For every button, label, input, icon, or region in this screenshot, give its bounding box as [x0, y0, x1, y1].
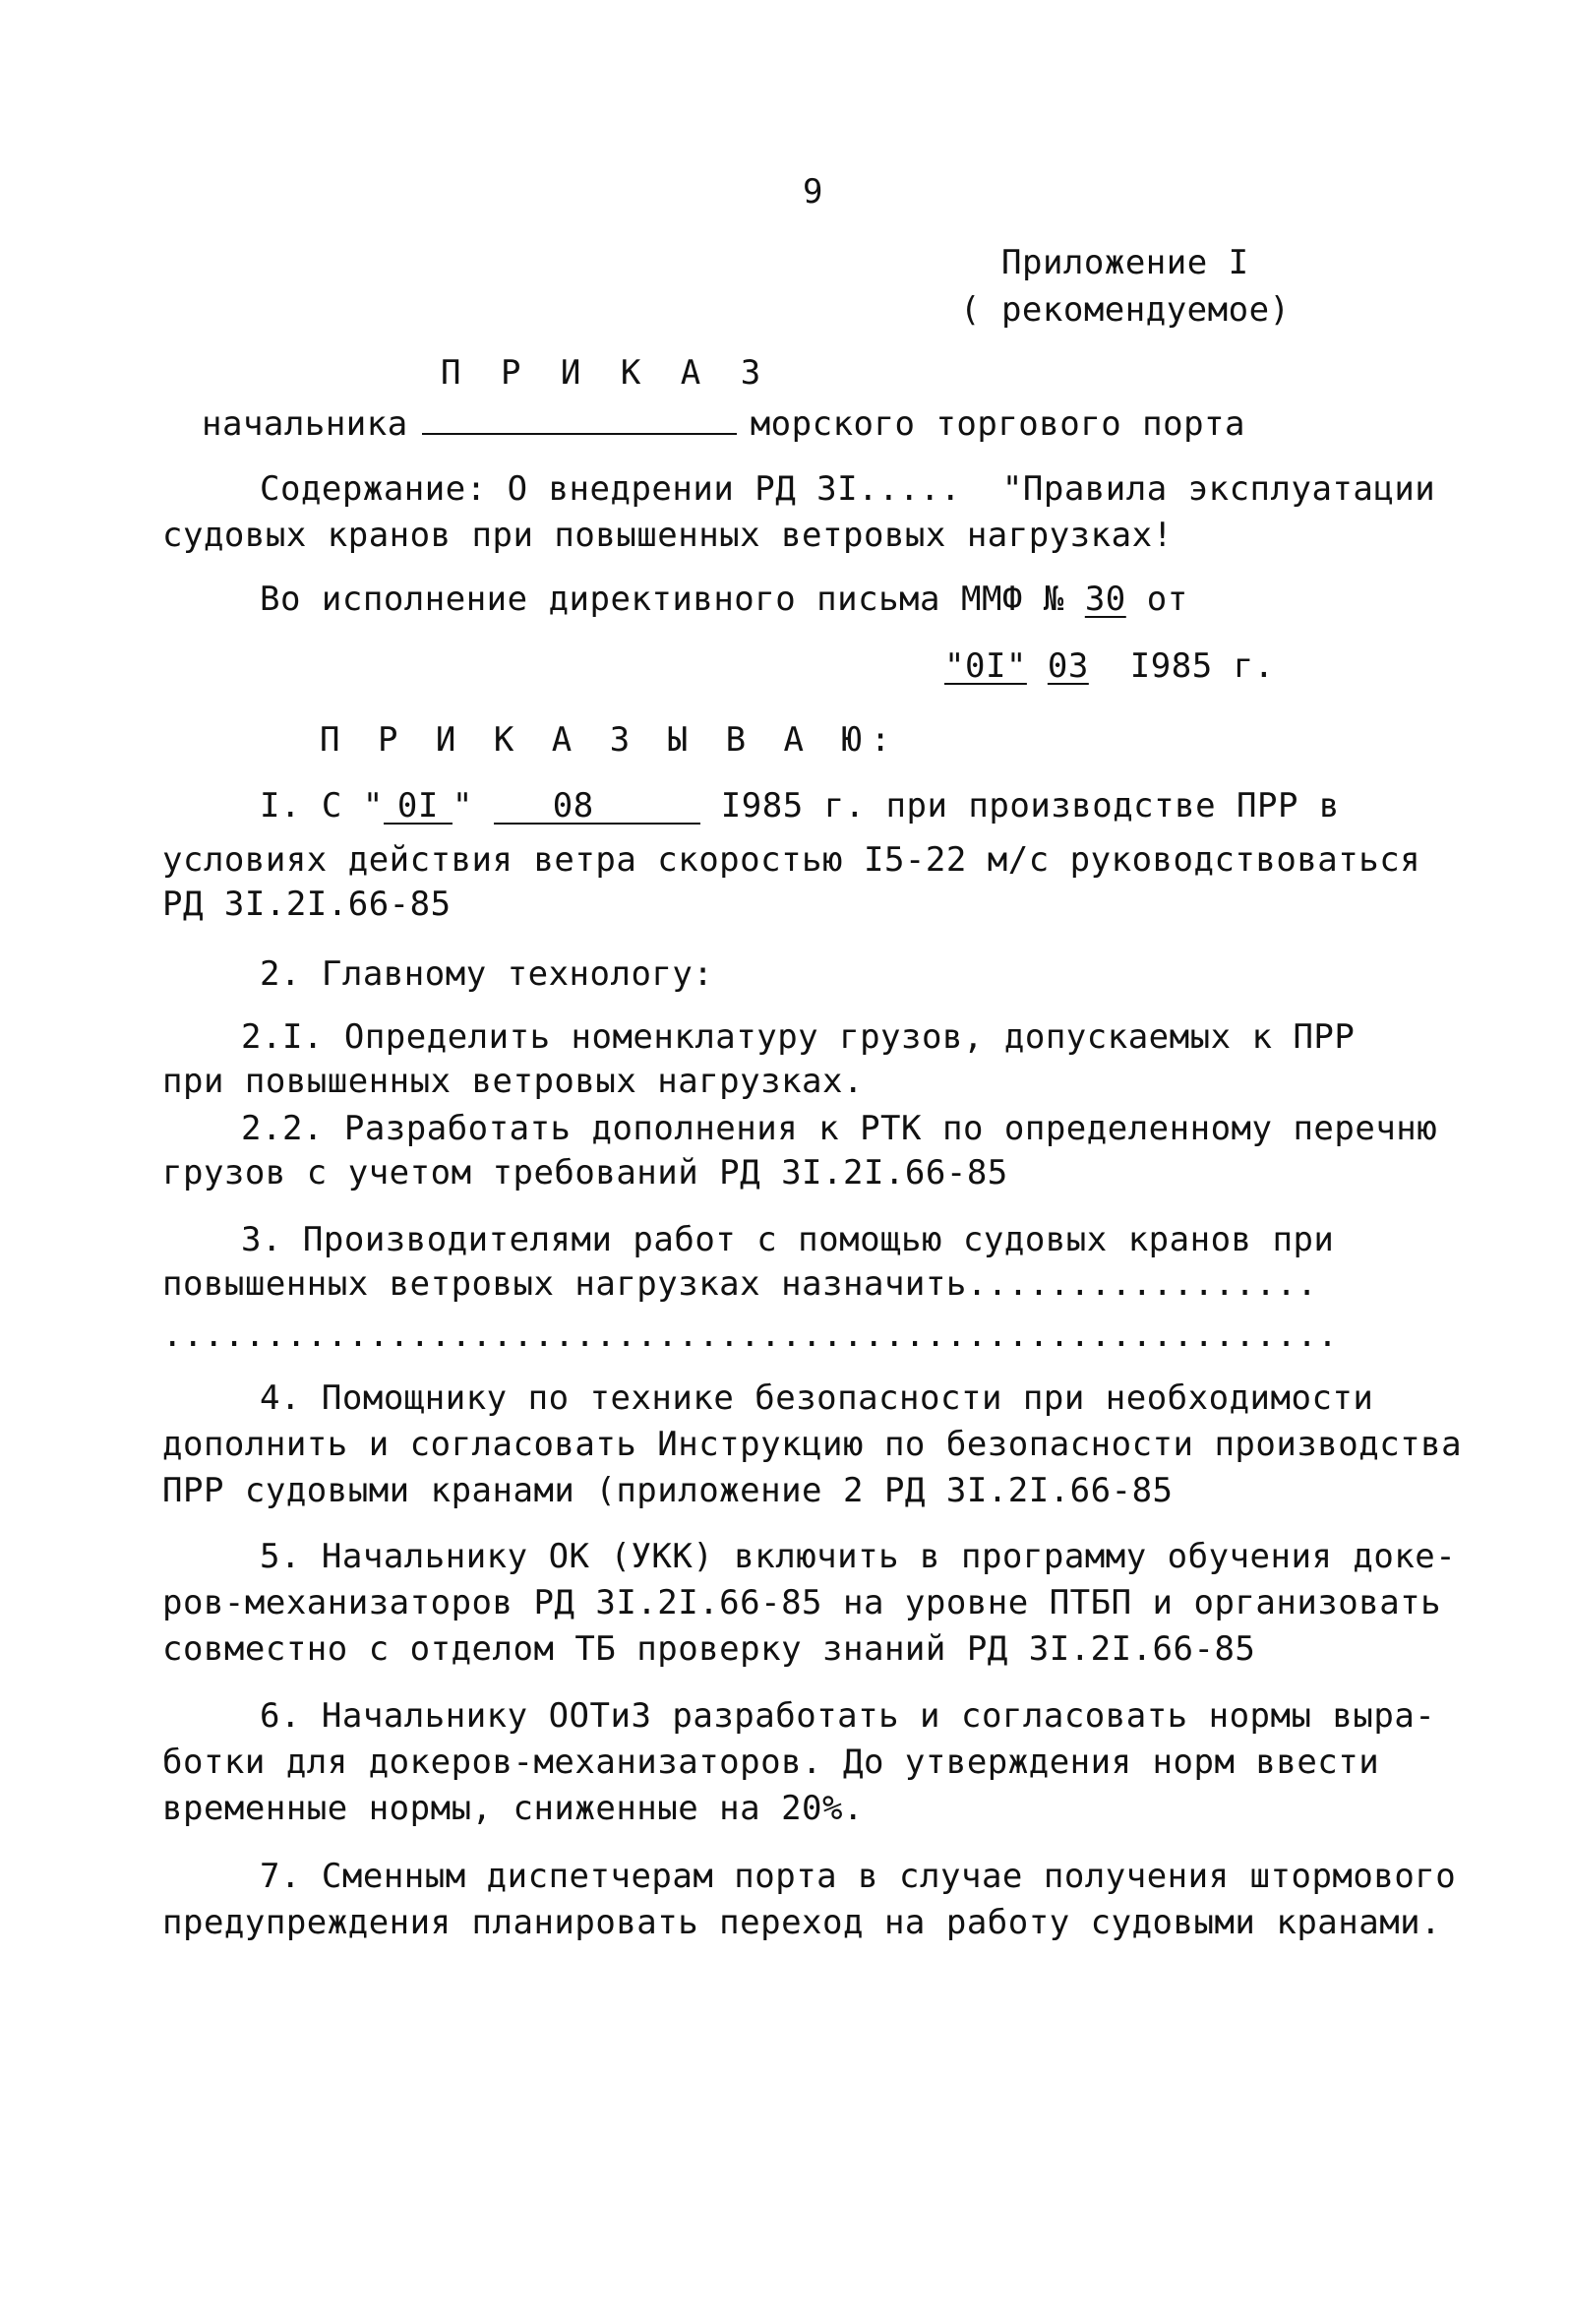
- item-1-prefix: I. С ": [260, 786, 384, 826]
- item-6-line-1: 6. Начальнику ООТиЗ разработать и согласовать нормы выра-: [260, 1696, 1436, 1736]
- appendix-title: Приложение I: [1001, 243, 1249, 282]
- basis-line-1: [260, 580, 1188, 619]
- item-2-2-line-1: 2.2. Разработать дополнения к РТК по определенному перечню: [241, 1109, 1438, 1148]
- basis-month: 03: [1047, 646, 1089, 686]
- addressee-prefix: начальника: [202, 404, 408, 444]
- addressee-line: [202, 404, 1245, 444]
- item-6-line-2: ботки для докеров-механизаторов. До утверждения норм ввести: [162, 1743, 1380, 1782]
- item-4-line-2: дополнить и согласовать Инструкцию по безопасности производства: [162, 1425, 1463, 1464]
- item-1-mid: ": [452, 786, 473, 826]
- letter-number: 30: [1084, 580, 1126, 619]
- item-6-line-3: временные нормы, сниженные на 20%.: [162, 1789, 864, 1828]
- item-3-line-3: .........................................................: [162, 1315, 1339, 1355]
- basis-date: [944, 646, 1275, 686]
- item-5-line-2: ров-механизаторов РД 3I.2I.66-85 на уровне ПТБП и организовать: [162, 1583, 1442, 1622]
- order-heading: П Р И К А З Ы В А Ю:: [320, 720, 900, 760]
- item-2: 2. Главному технологу:: [260, 954, 714, 994]
- subject-line-1: Содержа⁠ние: О внедрении РД 3I..... "Правила эксплуатации: [260, 469, 1436, 509]
- addressee-suffix: морского торгового порта: [750, 404, 1245, 444]
- item-1-day: 0I: [384, 789, 453, 825]
- item-2-1-line-1: 2.I. Определить номенклатуру грузов, допускаемых к ПРР: [241, 1017, 1356, 1057]
- basis-prefix: Во исполнение директивного письма ММФ №: [260, 580, 1064, 619]
- item-1-line-3: РД 3I.2I.66-85: [162, 885, 452, 924]
- item-7-line-2: предупреждения планировать переход на работу судовыми кранами.: [162, 1903, 1442, 1942]
- item-3-line-1: 3. Производителями работ с помощью судовых кранов при: [241, 1220, 1335, 1259]
- appendix-note: ( рекомендуемое): [960, 290, 1291, 330]
- basis-year: I985 г.: [1129, 646, 1275, 686]
- document-title: П Р И К А З: [441, 353, 771, 393]
- basis-suffix: от: [1146, 580, 1188, 619]
- item-1-month: 08: [494, 789, 700, 825]
- item-2-2-line-2: грузов с учетом требований РД 3I.2I.66-85: [162, 1153, 1008, 1193]
- item-1-line-1: [260, 786, 1340, 826]
- item-3-line-2: повышенных ветровых нагрузках назначить.................: [162, 1264, 1318, 1304]
- item-5-line-3: совместно с отделом ТБ проверку знаний РД 3I.2I.66-85: [162, 1629, 1256, 1669]
- item-5-line-1: 5. Начальнику ОК (УКК) включить в программу обучения доке-: [260, 1537, 1457, 1576]
- item-7-line-1: 7. Сменным диспетчерам порта в случае получения штормового: [260, 1857, 1457, 1896]
- subject-line-2: судовых кранов при повышенных ветровых нагрузках!: [162, 516, 1174, 555]
- item-4-line-3: ПРР судовыми кранами (приложение 2 РД 3I.2I.66-85: [162, 1471, 1174, 1510]
- basis-day: "0I": [944, 646, 1027, 686]
- item-2-1-line-2: при повышенных ветровых нагрузках.: [162, 1062, 864, 1101]
- page-number: 9: [803, 172, 823, 212]
- item-1-suffix: I985 г. при производстве ПРР в: [720, 786, 1340, 826]
- item-4-line-1: 4. Помощнику по технике безопасности при необходимости: [260, 1378, 1374, 1418]
- port-name-blank: [422, 409, 737, 435]
- item-1-line-2: условиях действия ветра скоростью I5-22 м/с руководствоваться: [162, 840, 1421, 880]
